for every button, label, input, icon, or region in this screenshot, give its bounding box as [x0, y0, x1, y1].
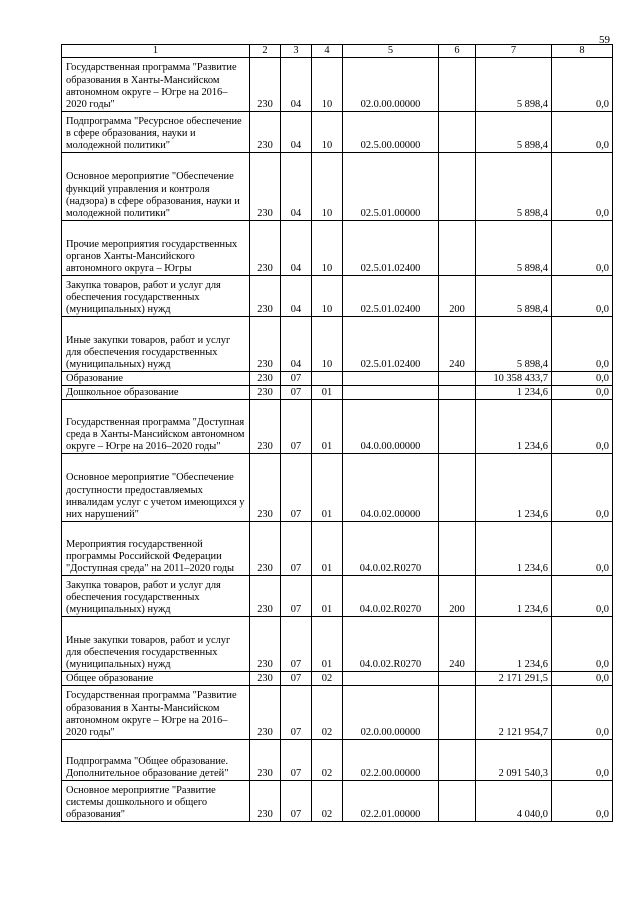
cell-amount: 1 234,6 — [476, 386, 552, 400]
column-header: 4 — [312, 45, 343, 58]
cell-code: 230 — [250, 686, 281, 740]
cell-target-article: 02.5.00.00000 — [343, 112, 439, 153]
table-row — [62, 153, 613, 221]
row-description: Основное мероприятие "Развитие системы дошкольного и общего образования" — [62, 781, 250, 822]
cell-target-article: 02.2.00.00000 — [343, 740, 439, 781]
cell-code: 230 — [250, 317, 281, 372]
table-row — [62, 372, 613, 386]
column-header: 2 — [250, 45, 281, 58]
row-description: Государственная программа "Доступная среда в Ханты-Мансийском автономном округе – Югре на 2016–2020 годы" — [62, 400, 250, 454]
cell-amount: 1 234,6 — [476, 522, 552, 576]
cell-target-article: 02.0.00.00000 — [343, 686, 439, 740]
column-header: 7 — [476, 45, 552, 58]
cell-amount-2: 0,0 — [552, 400, 613, 454]
cell-section: 04 — [281, 276, 312, 317]
row-description: Закупка товаров, работ и услуг для обеспечения государственных (муниципальных) нужд — [62, 276, 250, 317]
cell-subsection: 01 — [312, 454, 343, 522]
cell-amount-2: 0,0 — [552, 372, 613, 386]
row-description: Подпрограмма "Общее образование. Дополнительное образование детей" — [62, 740, 250, 781]
cell-amount: 1 234,6 — [476, 400, 552, 454]
cell-section: 07 — [281, 740, 312, 781]
cell-code: 230 — [250, 276, 281, 317]
table-row — [62, 221, 613, 276]
cell-subsection: 01 — [312, 617, 343, 672]
cell-amount-2: 0,0 — [552, 672, 613, 686]
cell-section: 07 — [281, 372, 312, 386]
cell-subsection: 10 — [312, 317, 343, 372]
cell-expense-type — [439, 221, 476, 276]
cell-amount-2: 0,0 — [552, 221, 613, 276]
cell-expense-type — [439, 781, 476, 822]
cell-target-article: 04.0.00.00000 — [343, 400, 439, 454]
cell-amount: 1 234,6 — [476, 454, 552, 522]
cell-amount: 5 898,4 — [476, 317, 552, 372]
cell-expense-type — [439, 400, 476, 454]
cell-code: 230 — [250, 781, 281, 822]
table-row — [62, 112, 613, 153]
row-description: Основное мероприятие "Обеспечение функций управления и контроля (надзора) в сфере образования, науки и молодежной политики" — [62, 153, 250, 221]
cell-amount-2: 0,0 — [552, 454, 613, 522]
cell-code: 230 — [250, 400, 281, 454]
cell-amount: 2 091 540,3 — [476, 740, 552, 781]
cell-amount-2: 0,0 — [552, 522, 613, 576]
cell-expense-type — [439, 58, 476, 112]
cell-expense-type: 240 — [439, 617, 476, 672]
column-header: 1 — [62, 45, 250, 58]
cell-expense-type — [439, 112, 476, 153]
cell-code: 230 — [250, 58, 281, 112]
cell-target-article — [343, 672, 439, 686]
page-number: 59 — [599, 34, 610, 46]
cell-expense-type — [439, 686, 476, 740]
row-description: Общее образование — [62, 672, 250, 686]
cell-expense-type — [439, 454, 476, 522]
cell-subsection: 01 — [312, 400, 343, 454]
cell-subsection: 02 — [312, 781, 343, 822]
column-header: 3 — [281, 45, 312, 58]
cell-subsection: 10 — [312, 112, 343, 153]
row-description: Дошкольное образование — [62, 386, 250, 400]
cell-amount: 10 358 433,7 — [476, 372, 552, 386]
header-row — [62, 45, 613, 58]
column-header: 8 — [552, 45, 613, 58]
cell-amount: 2 121 954,7 — [476, 686, 552, 740]
cell-subsection: 02 — [312, 672, 343, 686]
table-row — [62, 617, 613, 672]
cell-section: 07 — [281, 576, 312, 617]
cell-subsection: 01 — [312, 522, 343, 576]
row-description: Закупка товаров, работ и услуг для обеспечения государственных (муниципальных) нужд — [62, 576, 250, 617]
cell-amount-2: 0,0 — [552, 386, 613, 400]
cell-target-article: 02.5.01.02400 — [343, 276, 439, 317]
row-description: Иные закупки товаров, работ и услуг для обеспечения государственных (муниципальных) нужд — [62, 617, 250, 672]
cell-expense-type — [439, 372, 476, 386]
cell-expense-type — [439, 386, 476, 400]
cell-amount: 1 234,6 — [476, 617, 552, 672]
cell-expense-type — [439, 522, 476, 576]
column-header: 5 — [343, 45, 439, 58]
cell-section: 07 — [281, 617, 312, 672]
cell-subsection: 01 — [312, 576, 343, 617]
cell-amount: 2 171 291,5 — [476, 672, 552, 686]
cell-section: 07 — [281, 400, 312, 454]
cell-subsection: 10 — [312, 276, 343, 317]
cell-target-article — [343, 372, 439, 386]
cell-code: 230 — [250, 153, 281, 221]
cell-amount-2: 0,0 — [552, 740, 613, 781]
cell-subsection: 10 — [312, 153, 343, 221]
cell-subsection: 02 — [312, 686, 343, 740]
cell-expense-type — [439, 153, 476, 221]
cell-amount-2: 0,0 — [552, 781, 613, 822]
table-row — [62, 781, 613, 822]
row-description: Основное мероприятие "Обеспечение доступности предоставляемых инвалидам услуг с учетом имеющихся у них нарушений" — [62, 454, 250, 522]
cell-code: 230 — [250, 522, 281, 576]
cell-code: 230 — [250, 112, 281, 153]
cell-section: 07 — [281, 672, 312, 686]
cell-section: 07 — [281, 454, 312, 522]
row-description: Государственная программа "Развитие образования в Ханты-Мансийском автономном округе – Югре на 2016–2020 годы" — [62, 686, 250, 740]
column-header: 6 — [439, 45, 476, 58]
cell-amount-2: 0,0 — [552, 686, 613, 740]
cell-subsection: 01 — [312, 386, 343, 400]
cell-amount-2: 0,0 — [552, 576, 613, 617]
cell-code: 230 — [250, 454, 281, 522]
cell-amount: 1 234,6 — [476, 576, 552, 617]
cell-amount: 5 898,4 — [476, 112, 552, 153]
cell-amount-2: 0,0 — [552, 276, 613, 317]
cell-subsection: 10 — [312, 58, 343, 112]
budget-table — [61, 44, 613, 822]
cell-code: 230 — [250, 672, 281, 686]
cell-section: 07 — [281, 686, 312, 740]
cell-amount: 5 898,4 — [476, 221, 552, 276]
table-row — [62, 522, 613, 576]
cell-target-article: 02.0.00.00000 — [343, 58, 439, 112]
cell-section: 07 — [281, 386, 312, 400]
cell-section: 07 — [281, 781, 312, 822]
cell-expense-type: 200 — [439, 276, 476, 317]
cell-target-article: 04.0.02.00000 — [343, 454, 439, 522]
cell-amount: 4 040,0 — [476, 781, 552, 822]
row-description: Подпрограмма "Ресурсное обеспечение в сфере образования, науки и молодежной политики" — [62, 112, 250, 153]
cell-amount-2: 0,0 — [552, 112, 613, 153]
row-description: Мероприятия государственной программы Российской Федерации "Доступная среда" на 2011–2020 годы — [62, 522, 250, 576]
table-row — [62, 454, 613, 522]
cell-code: 230 — [250, 617, 281, 672]
cell-code: 230 — [250, 386, 281, 400]
cell-subsection: 02 — [312, 740, 343, 781]
cell-target-article: 04.0.02.R0270 — [343, 617, 439, 672]
cell-amount-2: 0,0 — [552, 317, 613, 372]
table-row — [62, 58, 613, 112]
cell-section: 07 — [281, 522, 312, 576]
table-row — [62, 386, 613, 400]
table-row — [62, 686, 613, 740]
table-row — [62, 576, 613, 617]
cell-code: 230 — [250, 372, 281, 386]
cell-amount-2: 0,0 — [552, 58, 613, 112]
table-row — [62, 400, 613, 454]
table-row — [62, 276, 613, 317]
row-description: Образование — [62, 372, 250, 386]
cell-target-article: 04.0.02.R0270 — [343, 522, 439, 576]
cell-section: 04 — [281, 153, 312, 221]
cell-amount-2: 0,0 — [552, 153, 613, 221]
cell-target-article: 04.0.02.R0270 — [343, 576, 439, 617]
row-description: Государственная программа "Развитие образования в Ханты-Мансийском автономном округе – Югре на 2016–2020 годы" — [62, 58, 250, 112]
table-row — [62, 317, 613, 372]
cell-target-article: 02.5.01.02400 — [343, 317, 439, 372]
table-row — [62, 672, 613, 686]
cell-subsection — [312, 372, 343, 386]
cell-subsection: 10 — [312, 221, 343, 276]
cell-target-article: 02.5.01.02400 — [343, 221, 439, 276]
cell-amount: 5 898,4 — [476, 276, 552, 317]
cell-amount-2: 0,0 — [552, 617, 613, 672]
cell-expense-type: 200 — [439, 576, 476, 617]
cell-code: 230 — [250, 740, 281, 781]
cell-amount: 5 898,4 — [476, 58, 552, 112]
row-description: Прочие мероприятия государственных органов Ханты-Мансийского автономного округа – Югры — [62, 221, 250, 276]
cell-expense-type: 240 — [439, 317, 476, 372]
cell-target-article: 02.5.01.00000 — [343, 153, 439, 221]
cell-section: 04 — [281, 58, 312, 112]
cell-code: 230 — [250, 576, 281, 617]
row-description: Иные закупки товаров, работ и услуг для обеспечения государственных (муниципальных) нужд — [62, 317, 250, 372]
cell-section: 04 — [281, 221, 312, 276]
cell-section: 04 — [281, 112, 312, 153]
cell-code: 230 — [250, 221, 281, 276]
cell-expense-type — [439, 740, 476, 781]
cell-target-article: 02.2.01.00000 — [343, 781, 439, 822]
cell-target-article — [343, 386, 439, 400]
table-row — [62, 740, 613, 781]
cell-expense-type — [439, 672, 476, 686]
cell-section: 04 — [281, 317, 312, 372]
cell-amount: 5 898,4 — [476, 153, 552, 221]
